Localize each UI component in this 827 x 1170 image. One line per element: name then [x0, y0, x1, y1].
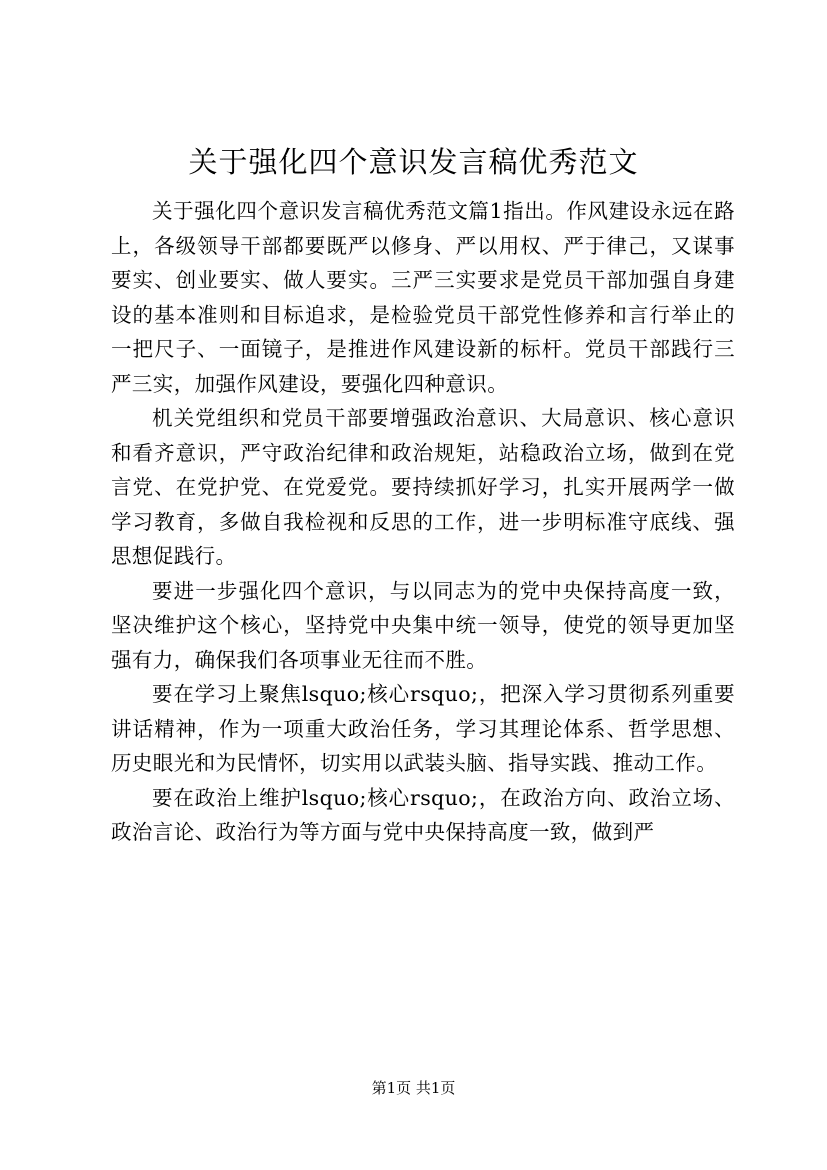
paragraph-2: 机关党组织和党员干部要增强政治意识、大局意识、核心意识和看齐意识，严守政治纪律和政治规矩，站稳政治立场，做到在党言党、在党护党、在党爱党。要持续抓好学习，扎实开展两学一做学习教育，多做自我检视和反思的工作，进一步明标准守底线、强思想促践行。	[111, 406, 735, 568]
document-body	[111, 194, 735, 850]
paragraph-3: 要进一步强化四个意识，与以同志为的党中央保持高度一致，坚决维护这个核心，坚持党中央集中统一领导，使党的领导更加坚强有力，确保我们各项事业无往而不胜。	[111, 578, 735, 672]
document-title: 关于强化四个意识发言稿优秀范文	[188, 145, 639, 179]
page-footer: 第1页 共1页	[371, 1079, 456, 1097]
paragraph-1: 关于强化四个意识发言稿优秀范文篇1指出。作风建设永远在路上，各级领导干部都要既严以修身、严以用权、严于律己，又谋事要实、创业要实、做人要实。三严三实要求是党员干部加强自身建设的基本准则和目标追求，是检验党员干部党性修养和言行举止的一把尺子、一面镜子，是推进作风建设新的标杆。党员干部践行三严三实，加强作风建设，要强化四种意识。	[111, 199, 735, 396]
paragraph-5: 要在政治上维护lsquo;核心rsquo;，在政治方向、政治立场、政治言论、政治行为等方面与党中央保持高度一致，做到严	[111, 785, 735, 844]
paragraph-4: 要在学习上聚焦lsquo;核心rsquo;，把深入学习贯彻系列重要讲话精神，作为一项重大政治任务，学习其理论体系、哲学思想、历史眼光和为民情怀，切实用以武装头脑、指导实践、推动工作。	[111, 682, 735, 775]
